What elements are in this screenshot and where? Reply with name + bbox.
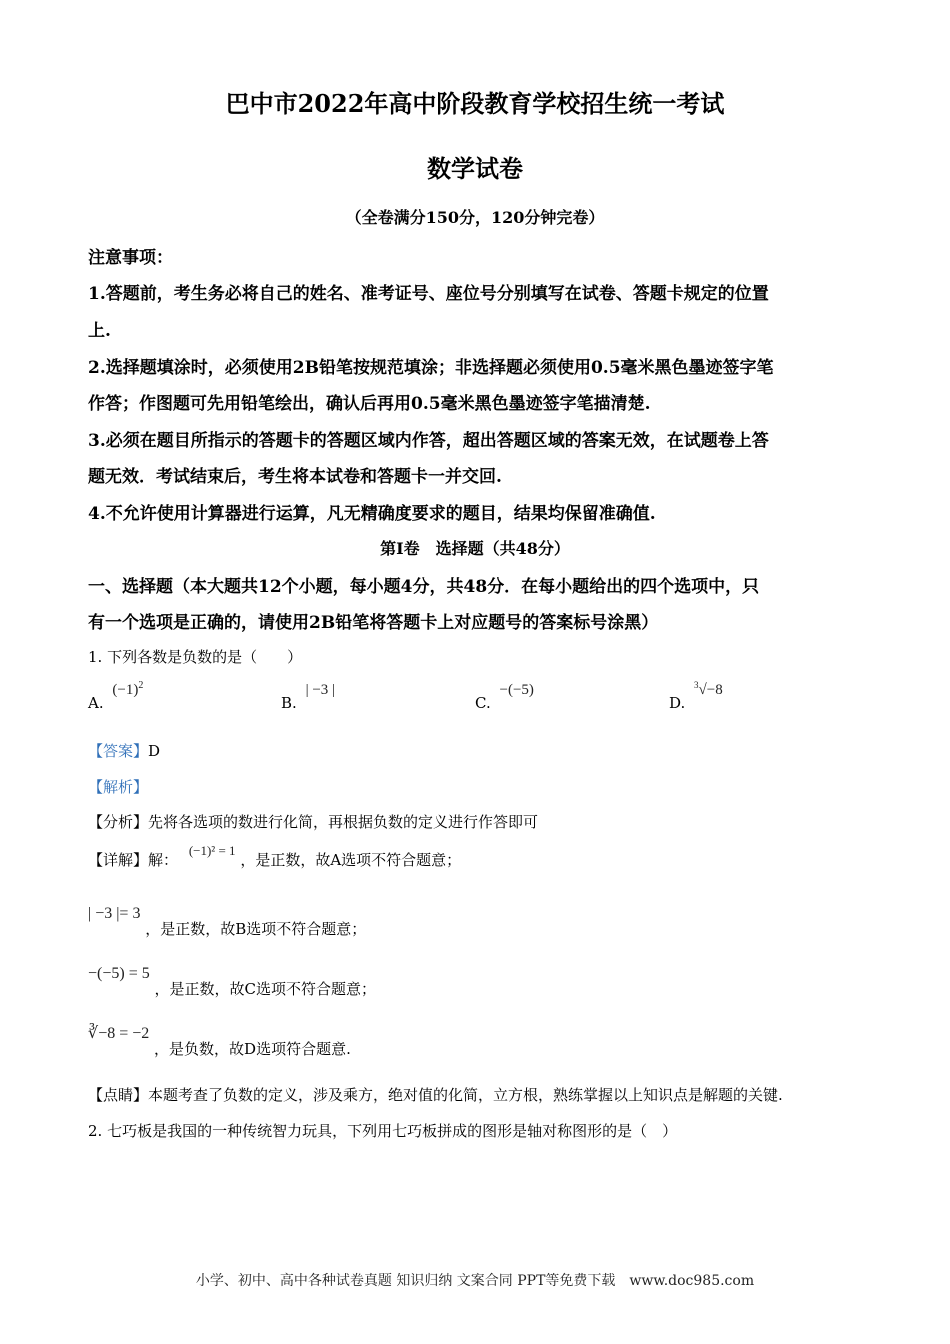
step-4-text: ，是负数，故D选项符合题意. [154, 1040, 351, 1058]
notice-item-2-cont: 作答；作图题可先用铅笔绘出，确认后再用0.5毫米黑色墨迹签字笔描清楚. [88, 394, 651, 414]
answer-value: D [148, 742, 161, 760]
option-letter: B. [281, 694, 297, 712]
detail-line [88, 843, 462, 870]
exam-title: 巴中市2022年高中阶段教育学校招生统一考试 [225, 89, 725, 118]
notice-item-1-cont: 上. [88, 321, 111, 341]
notice-item-3: 3.必须在题目所指示的答题卡的答题区域内作答，超出答题区域的答案无效，在试题卷上答 [88, 431, 769, 451]
option-expression: | −3 | [305, 682, 336, 698]
answer-line [88, 740, 160, 761]
notice-item-4: 4.不允许使用计算器进行运算，凡无精确度要求的题目，结果均保留准确值. [88, 504, 656, 524]
part-title: 第Ⅰ卷 选择题（共48分） [380, 539, 570, 558]
step-2-line [88, 902, 367, 938]
notice-heading: 注意事项： [88, 248, 173, 268]
option-letter: C. [475, 694, 491, 712]
exponent: 2 [138, 680, 144, 691]
root-index: 3 [694, 680, 699, 690]
notice-item-2: 2.选择题填涂时，必须使用2B铅笔按规范填涂；非选择题必须使用0.5毫米黑色墨迹签字笔 [88, 358, 774, 378]
step-3-line [88, 962, 376, 998]
option-letter: D. [669, 694, 686, 712]
fenxi-text: 先将各选项的数进行化简，再根据负数的定义进行作答即可 [148, 813, 539, 831]
option-expression: −(−5) [499, 682, 534, 698]
exam-subtitle: 数学试卷 [427, 154, 523, 183]
dianjing-line [88, 1084, 783, 1105]
question-1-stem: 1. 下列各数是负数的是（ ） [88, 648, 303, 666]
step-3-text: ，是正数，故C选项不符合题意； [154, 980, 376, 998]
step-2-text: ，是正数，故B选项不符合题意； [145, 920, 367, 938]
footer-text[interactable]: 小学、初中、高中各种试卷真题 知识归纳 文案合同 PPT等免费下载 www.doc985.com [195, 1273, 755, 1289]
step-4-expression: ∛−8 = −2 [88, 1025, 150, 1042]
question-2-stem: 2. 七巧板是我国的一种传统智力玩具，下列用七巧板拼成的图形是轴对称图形的是（ ） [88, 1122, 678, 1140]
option-b[interactable] [281, 680, 336, 712]
option-expression: √−8 [698, 682, 723, 698]
option-d[interactable] [669, 680, 723, 712]
exam-info: （全卷满分150分，120分钟完卷） [345, 208, 605, 227]
step-1-text: ，是正数，故A选项不符合题意； [240, 851, 462, 869]
option-a[interactable] [88, 680, 144, 712]
section-heading-cont: 有一个选项是正确的，请使用2B铅笔将答题卡上对应题号的答案标号涂黑） [88, 613, 659, 633]
dianjing-text: 本题考查了负数的定义，涉及乘方，绝对值的化简，立方根，熟练掌握以上知识点是解题的关键. [148, 1086, 783, 1104]
step-1-expression: (−1)² = 1 [188, 843, 236, 858]
step-4-line [88, 1022, 351, 1058]
option-letter: A. [88, 694, 104, 712]
notice-item-1: 1.答题前，考生务必将自己的姓名、准考证号、座位号分别填写在试卷、答题卡规定的位置 [88, 284, 769, 304]
dianjing-tag: 【点睛】 [88, 1086, 149, 1104]
fenxi-line [88, 811, 538, 832]
fenxi-tag: 【分析】 [88, 813, 149, 831]
analysis-tag: 【解析】 [88, 778, 149, 796]
detail-intro: 解： [148, 851, 179, 869]
section-heading: 一、选择题（本大题共12个小题，每小题4分，共48分．在每小题给出的四个选项中，只 [88, 577, 760, 597]
detail-tag: 【详解】 [88, 851, 149, 869]
answer-tag: 【答案】 [88, 742, 149, 760]
notice-item-3-cont: 题无效．考试结束后，考生将本试卷和答题卡一并交回. [88, 467, 502, 487]
option-c[interactable] [475, 680, 534, 712]
option-expression: (−1) [112, 682, 139, 698]
step-2-expression: | −3 |= 3 [88, 905, 141, 922]
step-3-expression: −(−5) = 5 [88, 965, 150, 982]
